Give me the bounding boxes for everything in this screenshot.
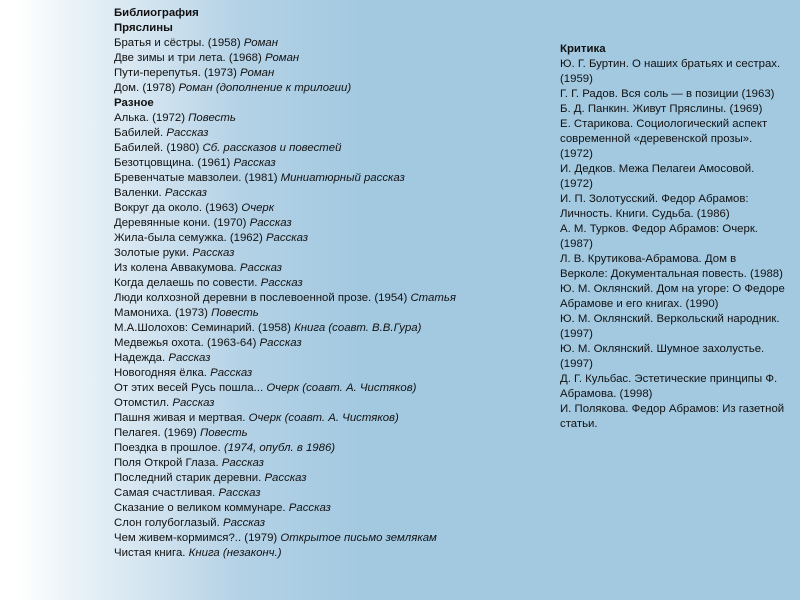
section-heading-raznoe: Разное <box>114 97 154 109</box>
bibliography-entry <box>114 441 534 456</box>
criticism-entry: Г. Г. Радов. Вся соль — в позиции (1963) <box>560 88 775 100</box>
entry-title: Золотые руки. <box>114 247 193 259</box>
entry-title: Мамониха. (1973) <box>114 307 212 319</box>
entry-title: Поездка в прошлое. <box>114 442 224 454</box>
entry-genre: Миниатюрный рассказ <box>280 172 405 184</box>
bibliography-entry <box>114 396 534 411</box>
entry-title: Братья и сёстры. (1958) <box>114 37 244 49</box>
entry-genre: Рассказ <box>233 157 276 169</box>
entry-title: Бревенчатые мавзолеи. (1981) <box>114 172 281 184</box>
entry-genre: Очерк <box>241 202 275 214</box>
entry-title: Из колена Аввакумова. <box>114 262 240 274</box>
criticism-entry: И. П. Золотусский. Федор Абрамов: Личность. Книги. Судьба. (1986) <box>560 193 749 220</box>
entry-title: Пашня живая и мертвая. <box>114 412 249 424</box>
entry-genre: Рассказ <box>218 487 261 499</box>
entry-title: Последний старик деревни. <box>114 472 265 484</box>
bibliography-entry <box>114 456 534 471</box>
bibliography-entry <box>114 216 534 231</box>
entry-genre: Повесть <box>211 307 259 319</box>
entry-title: Надежда. <box>114 352 169 364</box>
bibliography-entry <box>114 351 534 366</box>
entry-genre: Рассказ <box>249 217 292 229</box>
entry-genre: (1974, опубл. в 1986) <box>223 442 336 454</box>
entry-genre: Повесть <box>188 112 236 124</box>
criticism-entry: И. Дедков. Межа Пелагеи Амосовой. (1972) <box>560 163 755 190</box>
entry-title: Бабилей. (1980) <box>114 142 203 154</box>
entry-title: Бабилей. <box>114 127 167 139</box>
entry-title: Новогодняя ёлка. <box>114 367 211 379</box>
bibliography-entry <box>114 501 534 516</box>
entry-genre: Роман <box>264 52 300 64</box>
entry-genre: Рассказ <box>192 247 235 259</box>
criticism-entry: Л. В. Крутикова-Абрамова. Дом в Верколе: Документальная повесть. (1988) <box>560 253 783 280</box>
entry-title: Жила-была семужка. (1962) <box>114 232 266 244</box>
entry-genre: Роман <box>240 67 275 79</box>
bibliography-entry <box>114 141 534 156</box>
bibliography-entry <box>114 336 534 351</box>
entry-genre: Рассказ <box>221 457 264 469</box>
entry-genre: Очерк (соавт. А. Чистяков) <box>266 382 417 394</box>
entry-genre: Роман <box>243 37 279 49</box>
entry-genre: Рассказ <box>265 232 309 244</box>
entry-title: От этих весей Русь пошла... <box>114 382 267 394</box>
criticism-list <box>560 57 785 432</box>
bibliography-entry <box>114 51 534 66</box>
entry-genre: Рассказ <box>260 277 303 289</box>
bibliography-entry <box>114 321 534 336</box>
bibliography-entry <box>114 36 534 51</box>
entry-genre: Роман (дополнение к трилогии) <box>178 82 352 94</box>
entry-genre: Статья <box>410 292 456 304</box>
bibliography-entry <box>114 156 534 171</box>
criticism-entry: Ю. Г. Буртин. О наших братьях и сестрах. (1959) <box>560 58 781 85</box>
entry-title: Чистая книга. <box>114 547 189 559</box>
criticism-entry: Ю. М. Оклянский. Шумное захолустье. (1997) <box>560 343 765 370</box>
criticism-entry: И. Полякова. Федор Абрамов: Из газетной статьи. <box>560 403 785 430</box>
bibliography-entry <box>114 126 534 141</box>
bibliography-entry <box>114 246 534 261</box>
raznoe-list <box>114 111 534 561</box>
entry-title: Медвежья охота. (1963-64) <box>114 337 260 349</box>
entry-genre: Рассказ <box>164 187 207 199</box>
entry-title: Поля Открой Глаза. <box>114 457 222 469</box>
entry-title: Алька. (1972) <box>114 112 189 124</box>
entry-genre: Рассказ <box>172 397 215 409</box>
entry-title: Люди колхозной деревни в послевоенной прозе. (1954) <box>114 292 411 304</box>
bibliography-entry <box>114 81 534 96</box>
entry-genre: Сб. рассказов и повестей <box>202 142 342 154</box>
entry-title: Чем живем-кормимся?.. (1979) <box>114 532 281 544</box>
bibliography-entry <box>114 366 534 381</box>
criticism-entry: А. М. Турков. Федор Абрамов: Очерк. (1987) <box>560 223 758 250</box>
entry-genre: Очерк (соавт. А. Чистяков) <box>248 412 399 424</box>
bibliography-entry <box>114 381 534 396</box>
entry-title: Деревянные кони. (1970) <box>114 217 250 229</box>
bibliography-entry <box>114 66 534 81</box>
bibliography-entry <box>114 186 534 201</box>
bibliography-entry <box>114 411 534 426</box>
entry-genre: Открытое письмо землякам <box>280 532 437 544</box>
entry-genre: Рассказ <box>222 517 266 529</box>
bibliography-entry <box>114 426 534 441</box>
bibliography-entry <box>114 201 534 216</box>
entry-genre: Рассказ <box>239 262 282 274</box>
entry-title: Две зимы и три лета. (1968) <box>114 52 265 64</box>
entry-title: Сказание о великом коммунаре. <box>114 502 289 514</box>
entry-title: Пути-перепутья. (1973) <box>114 67 241 79</box>
entry-title: Слон голубоглазый. <box>114 517 223 529</box>
entry-genre: Повесть <box>199 427 248 439</box>
criticism-column <box>560 42 785 432</box>
section-heading-pryasliny: Пряслины <box>114 22 173 34</box>
criticism-entry: Д. Г. Кульбас. Эстетические принципы Ф. Абрамова. (1998) <box>560 373 778 400</box>
bibliography-entry <box>114 546 534 561</box>
criticism-entry: Ю. М. Оклянский. Дом на угоре: О Федоре Абрамове и его книгах. (1990) <box>560 283 785 310</box>
entry-title: Валенки. <box>114 187 165 199</box>
entry-title: Дом. (1978) <box>114 82 179 94</box>
bibliography-entry <box>114 471 534 486</box>
bibliography-entry <box>114 516 534 531</box>
entry-genre: Рассказ <box>166 127 209 139</box>
entry-title: Пелагея. (1969) <box>114 427 200 439</box>
entry-genre: Рассказ <box>259 337 302 349</box>
entry-title: Вокруг да около. (1963) <box>114 202 242 214</box>
bibliography-entry <box>114 171 534 186</box>
entry-genre: Книга (незаконч.) <box>188 547 282 559</box>
bibliography-entry <box>114 291 534 306</box>
entry-genre: Рассказ <box>210 367 253 379</box>
pryasliny-list <box>114 36 534 96</box>
criticism-entry: Е. Старикова. Социологический аспект современной «деревенской прозы». (1972) <box>560 118 768 160</box>
bibliography-entry <box>114 111 534 126</box>
entry-genre: Рассказ <box>288 502 331 514</box>
entry-title: Самая счастливая. <box>114 487 219 499</box>
criticism-entry: Б. Д. Панкин. Живут Пряслины. (1969) <box>560 103 763 115</box>
bibliography-entry <box>114 276 534 291</box>
bibliography-column <box>114 6 534 561</box>
entry-genre: Рассказ <box>168 352 211 364</box>
bibliography-entry <box>114 486 534 501</box>
criticism-title: Критика <box>560 43 606 55</box>
entry-title: Когда делаешь по совести. <box>114 277 261 289</box>
entry-title: Отомстил. <box>114 397 173 409</box>
entry-title: М.А.Шолохов: Семинарий. (1958) <box>114 322 295 334</box>
bibliography-entry <box>114 231 534 246</box>
entry-title: Безотцовщина. (1961) <box>114 157 234 169</box>
entry-genre: Рассказ <box>264 472 307 484</box>
bibliography-entry <box>114 531 534 546</box>
bibliography-entry <box>114 306 534 321</box>
bibliography-title: Библиография <box>114 7 199 19</box>
criticism-entry: Ю. М. Оклянский. Веркольский народник. (1997) <box>560 313 780 340</box>
bibliography-entry <box>114 261 534 276</box>
entry-genre: Книга (соавт. В.В.Гура) <box>294 322 422 334</box>
